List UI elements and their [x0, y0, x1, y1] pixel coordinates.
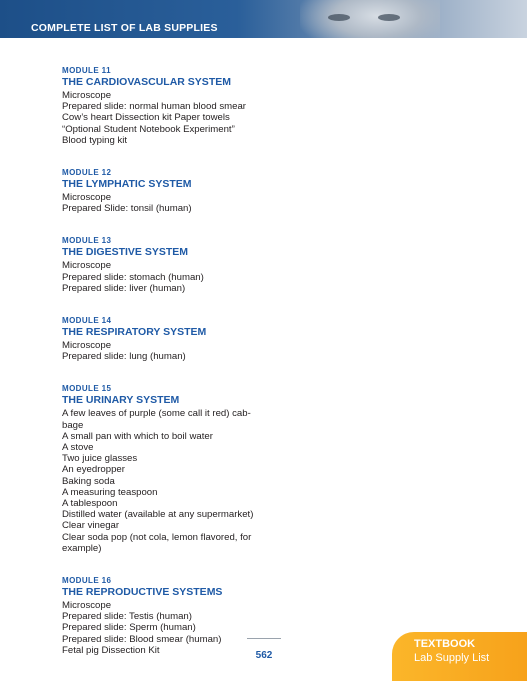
- list-item: bage: [62, 419, 84, 431]
- header-face-image: [300, 0, 440, 38]
- module-16: [62, 575, 362, 656]
- module-label: MODULE 15: [62, 384, 112, 394]
- list-item: A measuring teaspoon: [62, 486, 158, 498]
- list-item: A small pan with which to boil water: [62, 430, 213, 442]
- list-item: Prepared Slide: tonsil (human): [62, 203, 192, 215]
- module-title: THE CARDIOVASCULAR SYSTEM: [62, 76, 231, 88]
- page-number: 562: [255, 650, 273, 661]
- list-item: Microscope: [62, 600, 112, 612]
- list-item: Prepared slide: lung (human): [62, 351, 186, 363]
- page-number-divider: [247, 638, 281, 639]
- list-item: Clear soda pop (not cola, lemon flavored, for: [62, 531, 252, 543]
- supply-list: [62, 65, 362, 677]
- list-item: Prepared slide: Testis (human): [62, 611, 192, 623]
- list-item: Distilled water (available at any supermarket): [62, 509, 254, 521]
- module-title: THE LYMPHATIC SYSTEM: [62, 178, 192, 191]
- list-item: A tablespoon: [62, 498, 118, 510]
- list-item: A stove: [62, 442, 94, 454]
- header-title: COMPLETE LIST OF LAB SUPPLIES: [31, 22, 218, 34]
- module-title: THE URINARY SYSTEM: [62, 394, 180, 407]
- list-item: Prepared slide: Sperm (human): [62, 622, 196, 634]
- list-item: Prepared slide: normal human blood smear: [62, 101, 246, 113]
- page-header: [0, 0, 527, 38]
- list-item: Fetal pig Dissection Kit: [62, 644, 160, 656]
- module-11: [62, 65, 362, 146]
- list-item: Baking soda: [62, 475, 115, 487]
- list-item: example): [62, 542, 102, 554]
- section-tab-subtitle: Lab Supply List: [414, 652, 490, 664]
- module-14: [62, 315, 362, 362]
- list-item: Prepared slide: Blood smear (human): [62, 633, 222, 645]
- list-item: Microscope: [62, 340, 112, 352]
- module-label: MODULE 12: [62, 168, 112, 178]
- module-label: MODULE 11: [62, 66, 111, 75]
- eye-shape: [378, 14, 400, 21]
- list-item: “Optional Student Notebook Experiment”: [62, 123, 235, 135]
- module-12: [62, 167, 362, 214]
- section-tab-title: TEXTBOOK: [414, 638, 476, 650]
- list-item: An eyedropper: [62, 464, 125, 476]
- list-item: Microscope: [62, 260, 112, 272]
- module-15: [62, 383, 362, 554]
- list-item: Microscope: [62, 90, 112, 101]
- module-title: THE RESPIRATORY SYSTEM: [62, 326, 207, 339]
- list-item: A few leaves of purple (some call it red) cab-: [62, 408, 251, 420]
- module-label: MODULE 13: [62, 236, 112, 246]
- list-item: Clear vinegar: [62, 520, 120, 532]
- list-item: Prepared slide: liver (human): [62, 282, 186, 294]
- list-item: Cow’s heart Dissection kit Paper towels: [62, 112, 230, 124]
- list-item: Blood typing kit: [62, 134, 128, 146]
- module-13: [62, 235, 362, 294]
- module-label: MODULE 14: [62, 316, 112, 326]
- module-title: THE REPRODUCTIVE SYSTEMS: [62, 586, 223, 599]
- list-item: Microscope: [62, 192, 112, 204]
- list-item: Prepared slide: stomach (human): [62, 271, 204, 283]
- eye-shape: [328, 14, 350, 21]
- section-tab: [392, 632, 527, 681]
- list-item: Two juice glasses: [62, 453, 138, 465]
- module-label: MODULE 16: [62, 576, 112, 586]
- module-title: THE DIGESTIVE SYSTEM: [62, 246, 189, 259]
